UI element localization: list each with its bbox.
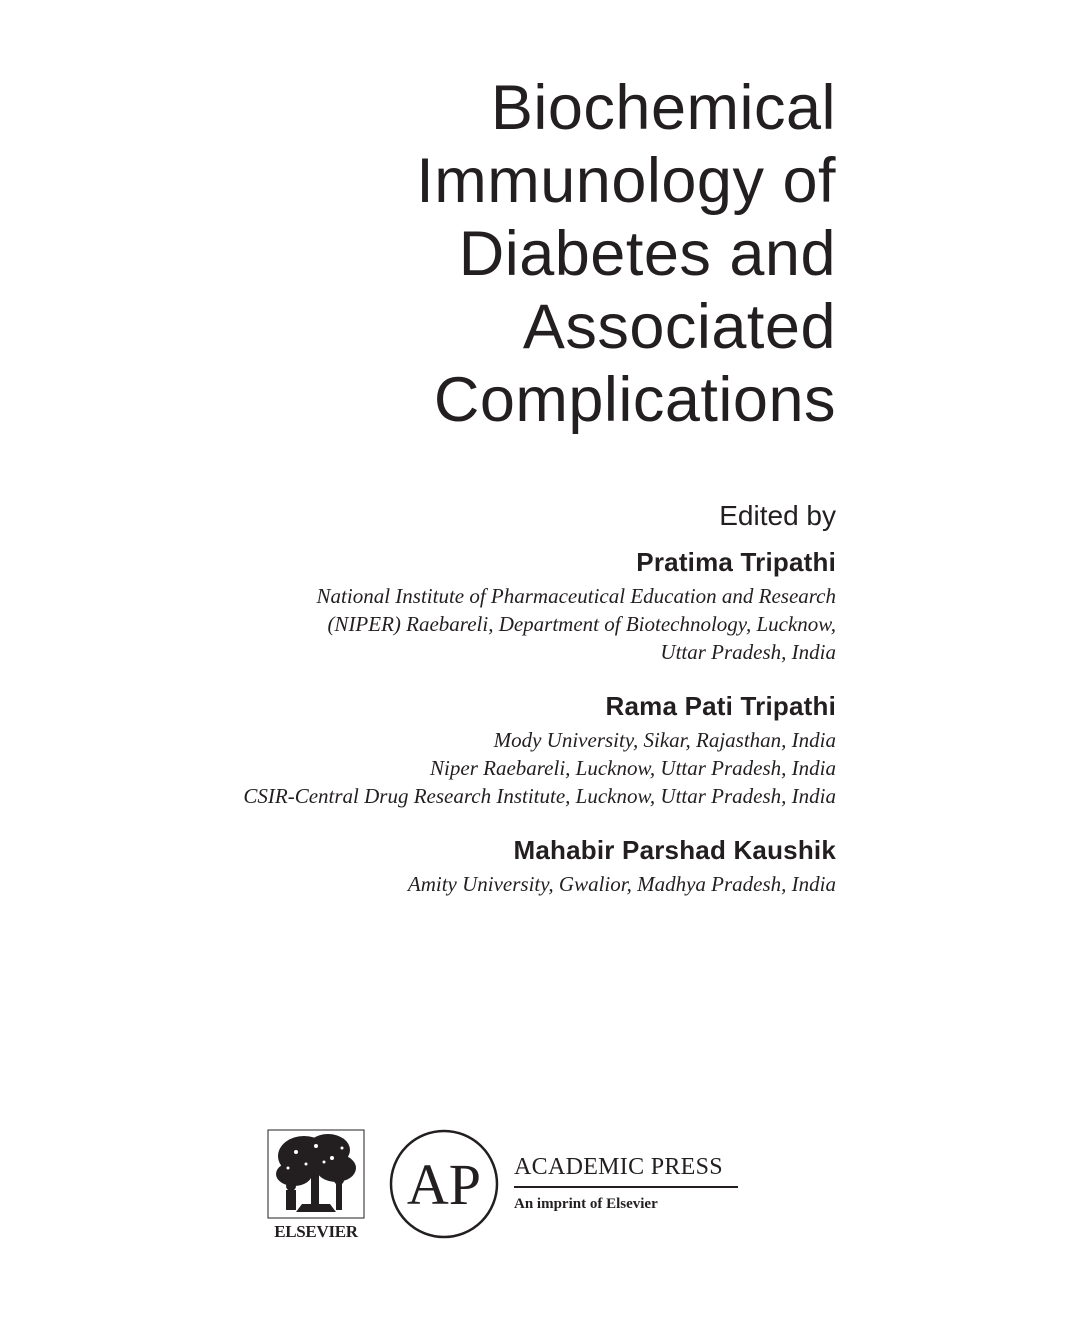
editor-affiliation: Uttar Pradesh, India <box>660 640 836 664</box>
publisher-imprint: An imprint of Elsevier <box>514 1196 658 1212</box>
editor-name: Rama Pati Tripathi <box>605 691 836 721</box>
editor-affiliation: (NIPER) Raebareli, Department of Biotechnology, Lucknow, <box>327 612 836 636</box>
publisher-name: ACADEMIC PRESS <box>514 1154 723 1180</box>
title-line: Immunology of <box>416 146 836 216</box>
elsevier-wordmark: ELSEVIER <box>274 1222 358 1241</box>
editor-entry <box>36 834 836 898</box>
academic-press-monogram-logo <box>388 1128 500 1240</box>
title-line: Complications <box>433 365 836 435</box>
editor-name: Mahabir Parshad Kaushik <box>513 835 836 865</box>
editor-affiliation: Mody University, Sikar, Rajasthan, India <box>493 728 836 752</box>
title-line: Associated <box>522 292 836 362</box>
editor-entry <box>36 690 836 810</box>
title-line: Diabetes and <box>458 219 836 289</box>
book-title <box>416 72 836 437</box>
editor-affiliation: CSIR-Central Drug Research Institute, Lucknow, Uttar Pradesh, India <box>243 784 836 808</box>
editor-entry <box>36 546 836 666</box>
edited-by-label: Edited by <box>719 500 836 531</box>
editor-affiliation: National Institute of Pharmaceutical Education and Research <box>316 584 836 608</box>
title-line: Biochemical <box>490 73 836 143</box>
editor-affiliation: Niper Raebareli, Lucknow, Uttar Pradesh, India <box>430 756 836 780</box>
ap-monogram-text: AP <box>406 1152 482 1217</box>
publisher-rule <box>514 1186 738 1188</box>
editor-affiliation: Amity University, Gwalior, Madhya Pradesh, India <box>407 872 836 896</box>
editor-name: Pratima Tripathi <box>636 547 836 577</box>
publisher-logos <box>266 1128 746 1248</box>
editors-section <box>36 498 836 922</box>
